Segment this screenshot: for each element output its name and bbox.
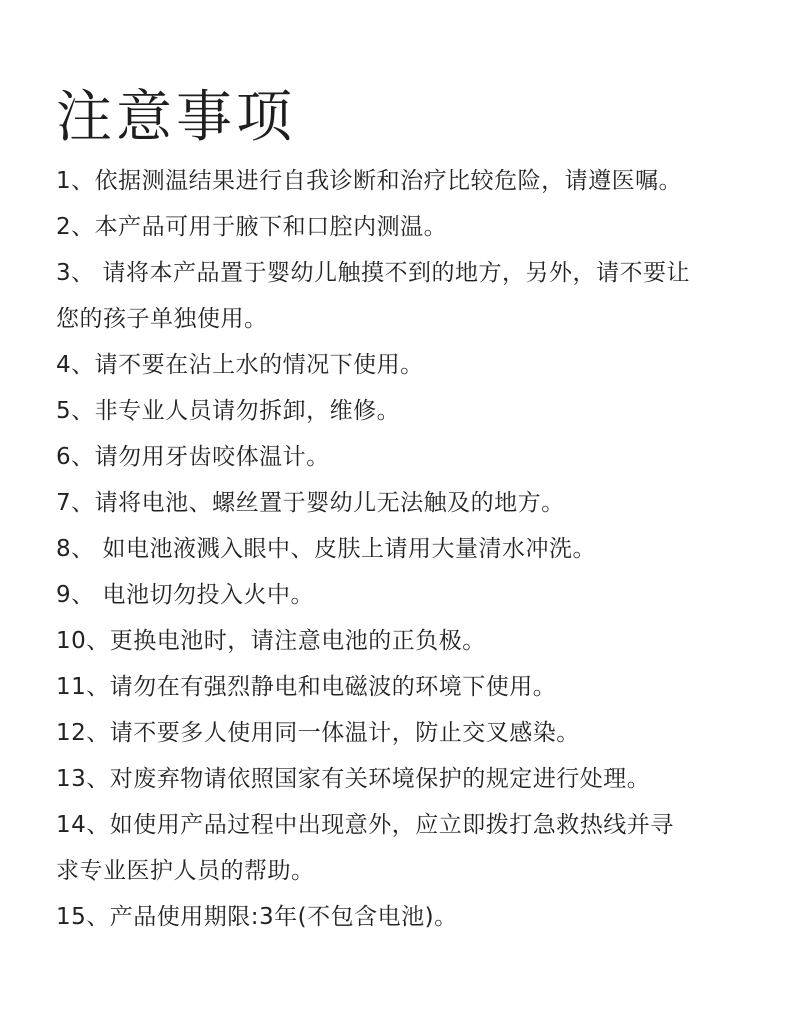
list-item bbox=[56, 894, 746, 940]
note-12-line-1: 12、请不要多人使用同一体温计，防止交叉感染。 bbox=[56, 720, 580, 746]
note-14-line-2: 求专业医护人员的帮助。 bbox=[56, 858, 315, 884]
note-11-line-1: 11、请勿在有强烈静电和电磁波的环境下使用。 bbox=[56, 674, 557, 700]
note-15-line-1: 15、产品使用期限:3年(不包含电池)。 bbox=[56, 904, 458, 930]
list-item bbox=[56, 250, 746, 342]
note-1-line-1: 1、依据测温结果进行自我诊断和治疗比较危险，请遵医嘱。 bbox=[56, 168, 683, 194]
note-4-line-1: 4、请不要在沾上水的情况下使用。 bbox=[56, 352, 424, 378]
page-title: 注意事项 bbox=[56, 84, 296, 150]
list-item bbox=[56, 480, 746, 526]
list-item bbox=[56, 572, 746, 618]
note-6-line-1: 6、请勿用牙齿咬体温计。 bbox=[56, 444, 330, 470]
list-item bbox=[56, 434, 746, 480]
note-3-line-2: 您的孩子单独使用。 bbox=[56, 306, 268, 332]
note-13-line-1: 13、对废弃物请依照国家有关环境保护的规定进行处理。 bbox=[56, 766, 651, 792]
notes-list bbox=[56, 158, 746, 940]
list-item bbox=[56, 204, 746, 250]
list-item bbox=[56, 526, 746, 572]
list-item bbox=[56, 618, 746, 664]
note-10-line-1: 10、更换电池时，请注意电池的正负极。 bbox=[56, 628, 486, 654]
note-5-line-1: 5、非专业人员请勿拆卸，维修。 bbox=[56, 398, 401, 424]
list-item bbox=[56, 342, 746, 388]
note-9-line-1: 9、 电池切勿投入火中。 bbox=[56, 582, 314, 608]
list-item bbox=[56, 710, 746, 756]
list-item bbox=[56, 388, 746, 434]
note-7-line-1: 7、请将电池、螺丝置于婴幼儿无法触及的地方。 bbox=[56, 490, 565, 516]
list-item bbox=[56, 802, 746, 894]
note-14-line-1: 14、如使用产品过程中出现意外，应立即拨打急救热线并寻 bbox=[56, 812, 674, 838]
note-2-line-1: 2、本产品可用于腋下和口腔内测温。 bbox=[56, 214, 448, 240]
list-item bbox=[56, 756, 746, 802]
list-item bbox=[56, 158, 746, 204]
note-8-line-1: 8、 如电池液溅入眼中、皮肤上请用大量清水冲洗。 bbox=[56, 536, 596, 562]
note-3-line-1: 3、 请将本产品置于婴幼儿触摸不到的地方，另外，请不要让 bbox=[56, 260, 690, 286]
list-item bbox=[56, 664, 746, 710]
